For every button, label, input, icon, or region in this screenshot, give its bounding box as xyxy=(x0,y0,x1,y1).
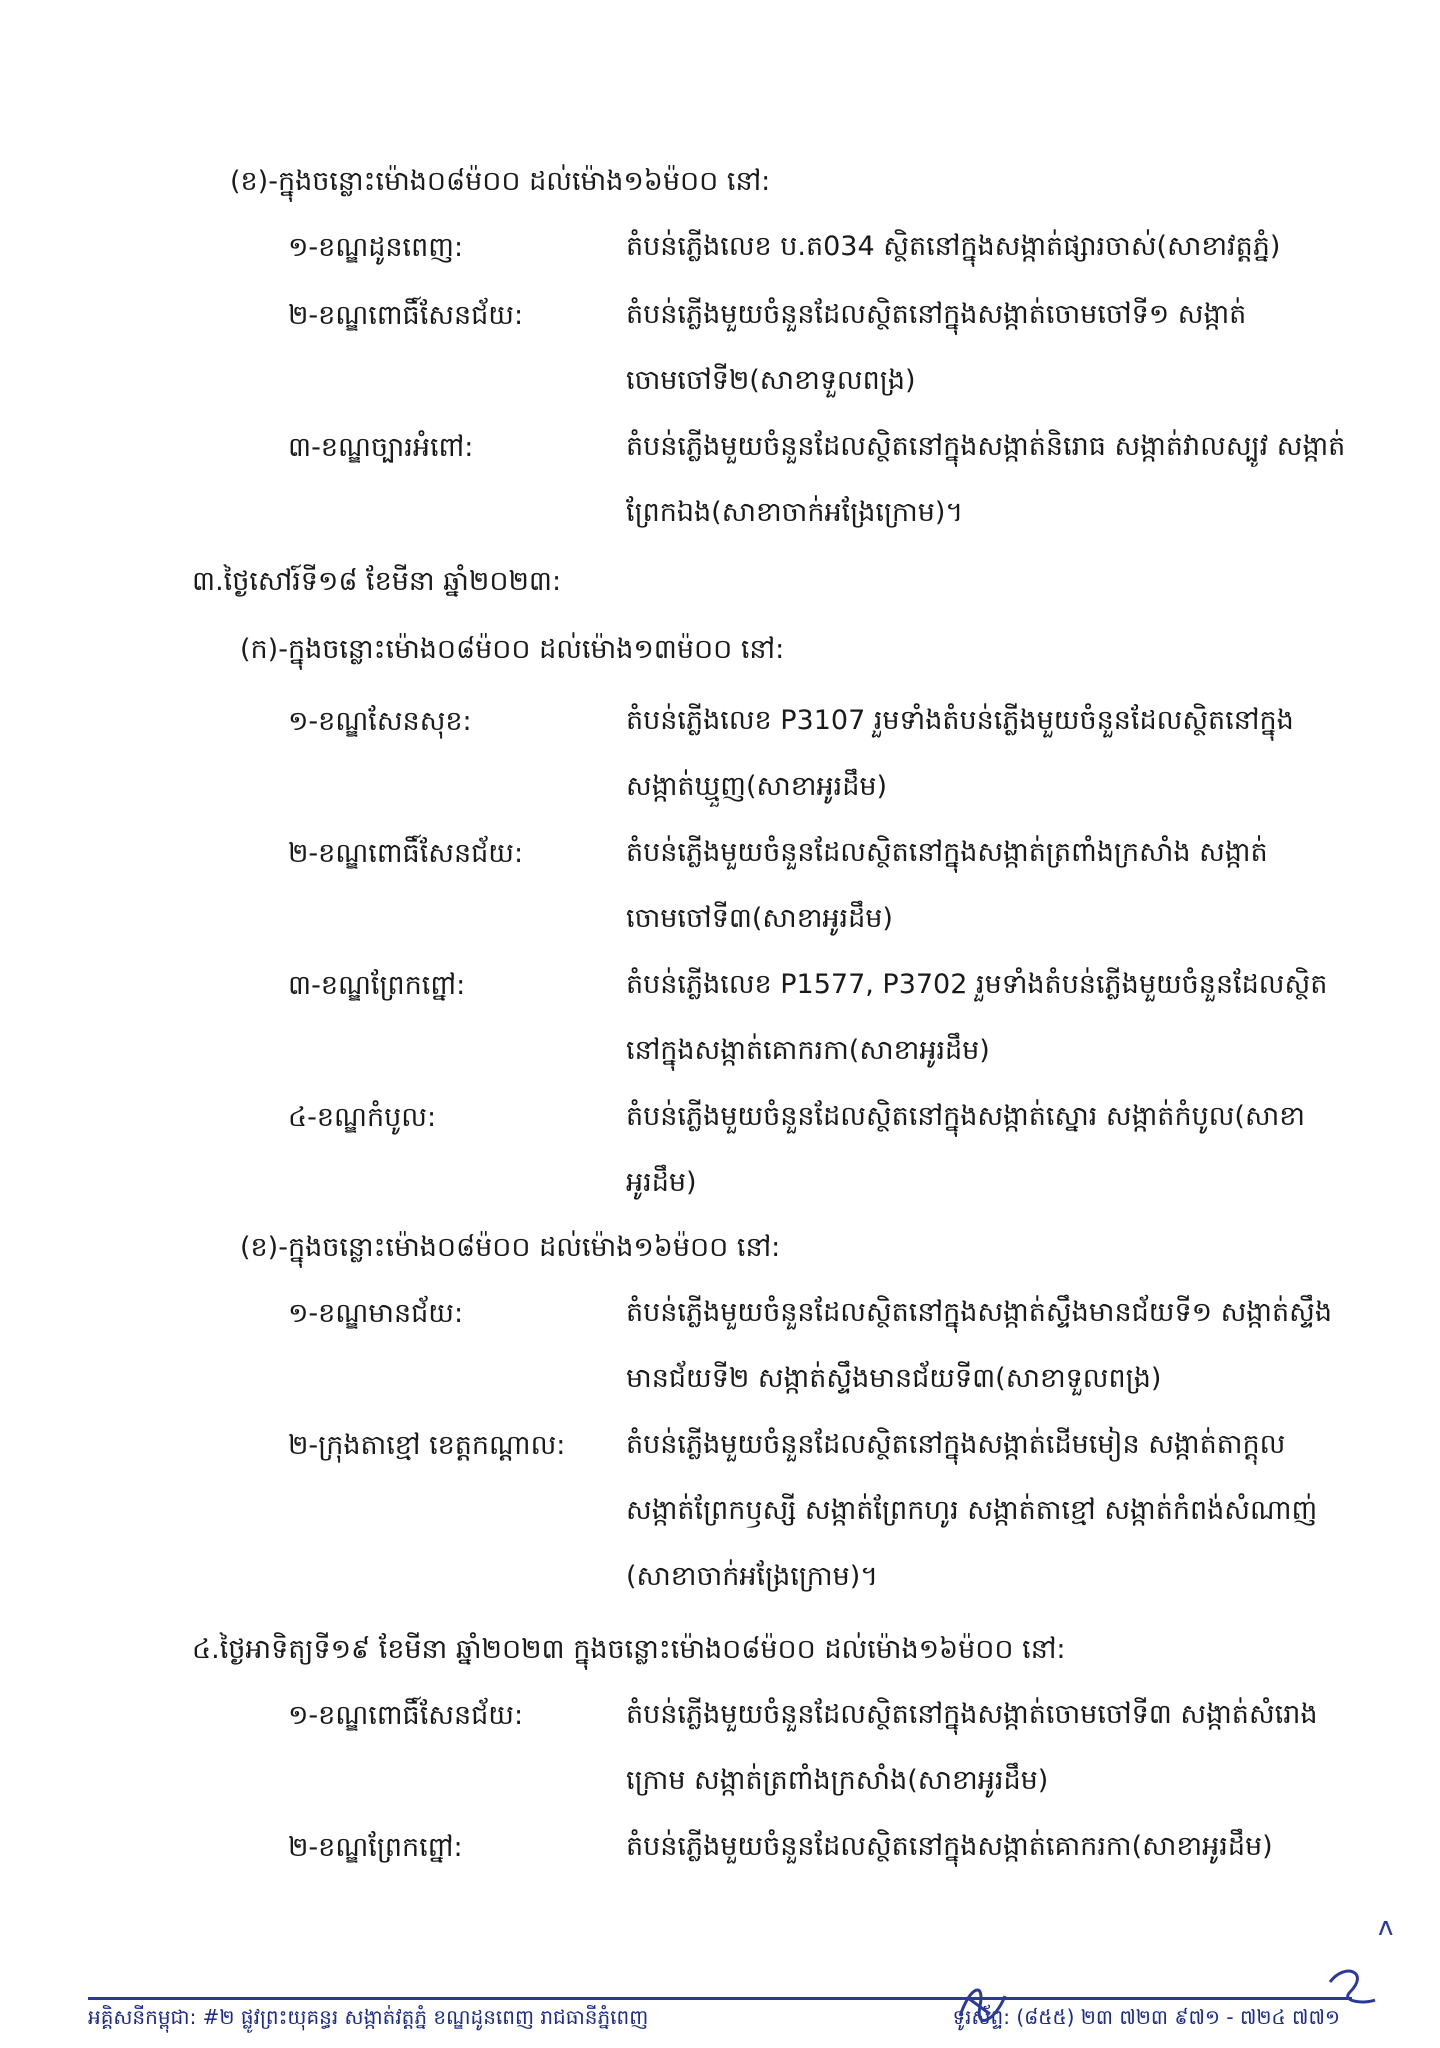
footer-address: អគ្គិសនីកម្ពុជា: #២ ផ្លូវព្រះយុគន្ធរ សង្កាត់វត្តភ្នំ ខណ្ឌដូនពេញ រាជធានីភ្នំពេញ xyxy=(88,2005,649,2029)
entry-description: តំបន់ភ្លើងលេខ P1577, P3702 រួមទាំងតំបន់ភ្លើងមួយចំនួនដែលស្ថិតនៅក្នុងសង្កាត់គោករកា(សាខាអូរដឹម) xyxy=(626,969,1328,1066)
entry-label: ២-ខណ្ឌព្រែកព្នៅ: xyxy=(288,1832,463,1863)
entry-description: តំបន់ភ្លើងមួយចំនួនដែលស្ថិតនៅក្នុងសង្កាត់គោករកា(សាខាអូរដឹម) xyxy=(626,1831,1273,1862)
footer-phone: ទូរស័ព្ទ: (៨៥៥) ២៣ ៧២៣ ៩៧១ - ៧២៤ ៧៧១ xyxy=(952,2005,1340,2029)
entry-description: តំបន់ភ្លើងមួយចំនួនដែលស្ថិតនៅក្នុងសង្កាត់ត្រពាំងក្រសាំង សង្កាត់ចោមចៅទី៣(សាខាអូរដឹម) xyxy=(626,837,1268,934)
entry-description: តំបន់ភ្លើងមួយចំនួនដែលស្ថិតនៅក្នុងសង្កាត់ចោមចៅទី៣ សង្កាត់សំរោងក្រោម សង្កាត់ត្រពាំងក្រសាំង(សាខាអូរដឹម) xyxy=(626,1699,1318,1796)
section-header: (ក)-ក្នុងចន្លោះម៉ោង០៨ម៉០០ ដល់ម៉ោង១៣ម៉០០ នៅ: xyxy=(240,634,785,665)
section-header: (ខ)-ក្នុងចន្លោះម៉ោង០៨ម៉០០ ដល់ម៉ោង១៦ម៉០០ នៅ: xyxy=(240,1232,781,1263)
entry-label: ១-ខណ្ឌសែនសុខ: xyxy=(288,706,472,737)
entry-description: តំបន់ភ្លើងលេខ ប.ត034 ស្ថិតនៅក្នុងសង្កាត់ផ្សារចាស់(សាខាវត្តភ្នំ) xyxy=(626,231,1281,262)
entry-label: ២-ក្រុងតាខ្មៅ ខេត្តកណ្ដាល: xyxy=(288,1430,566,1461)
entry-description: តំបន់ភ្លើងមួយចំនួនដែលស្ថិតនៅក្នុងសង្កាត់និរោធ សង្កាត់វាលស្បូវ សង្កាត់ព្រែកឯង(សាខាចាក់អង្រែក្រោម)។ xyxy=(626,431,1346,528)
entry-label: ២-ខណ្ឌពោធិ៍សែនជ័យ: xyxy=(288,838,524,869)
entry-description: តំបន់ភ្លើងមួយចំនួនដែលស្ថិតនៅក្នុងសង្កាត់ដើមមៀន សង្កាត់តាក្ដុល សង្កាត់ព្រែកឫស្សី សង្កាត់ព្រែកហូរ សង្កាត់តាខ្មៅ សង្កាត់កំពង់សំណាញ់ (សាខាចាក់អង្រែក្រោម)។ xyxy=(626,1429,1318,1592)
footer-divider xyxy=(88,1997,1352,2000)
entry-label: ៣-ខណ្ឌព្រែកព្នៅ: xyxy=(288,970,466,1001)
signature-mark xyxy=(950,1976,1010,2026)
entry-description: តំបន់ភ្លើងមួយចំនួនដែលស្ថិតនៅក្នុងសង្កាត់ស្នោរ សង្កាត់កំបូល(សាខាអូរដឹម) xyxy=(626,1101,1305,1198)
day-header: ៤.ថ្ងៃអាទិត្យទី១៩ ខែមីនា ឆ្នាំ២០២៣ ក្នុងចន្លោះម៉ោង០៨ម៉០០ ដល់ម៉ោង១៦ម៉០០ នៅ: xyxy=(192,1634,1066,1665)
entry-description: តំបន់ភ្លើងមួយចំនួនដែលស្ថិតនៅក្នុងសង្កាត់ចោមចៅទី១ សង្កាត់ចោមចៅទី២(សាខាទួលពង្រ) xyxy=(626,299,1247,396)
entry-label: ១-ខណ្ឌដូនពេញ: xyxy=(288,232,464,263)
entry-label: ១-ខណ្ឌពោធិ៍សែនជ័យ: xyxy=(288,1700,524,1731)
entry-label: ២-ខណ្ឌពោធិ៍សែនជ័យ: xyxy=(288,300,524,331)
entry-label: ៤-ខណ្ឌកំបូល: xyxy=(288,1102,437,1133)
day-header: ៣.ថ្ងៃសៅរ៍ទី១៨ ខែមីនា ឆ្នាំ២០២៣: xyxy=(192,566,562,597)
section-header: (ខ)-ក្នុងចន្លោះម៉ោង០៨ម៉០០ ដល់ម៉ោង១៦ម៉០០ នៅ: xyxy=(230,166,771,197)
entry-description: តំបន់ភ្លើងមួយចំនួនដែលស្ថិតនៅក្នុងសង្កាត់ស្ទឹងមានជ័យទី១ សង្កាត់ស្ទឹងមានជ័យទី២ សង្កាត់ស្ទឹងមានជ័យទី៣(សាខាទួលពង្រ) xyxy=(626,1297,1332,1394)
signature-mark xyxy=(1320,1962,1380,2012)
page-initial-mark: ᴧ xyxy=(1378,1912,1394,1942)
entry-description: តំបន់ភ្លើងលេខ P3107 រួមទាំងតំបន់ភ្លើងមួយចំនួនដែលស្ថិតនៅក្នុងសង្កាត់ឃ្មួញ(សាខាអូរដឹម) xyxy=(626,705,1294,802)
entry-label: ១-ខណ្ឌមានជ័យ: xyxy=(288,1298,464,1329)
entry-label: ៣-ខណ្ឌច្បារអំពៅ: xyxy=(288,432,474,463)
